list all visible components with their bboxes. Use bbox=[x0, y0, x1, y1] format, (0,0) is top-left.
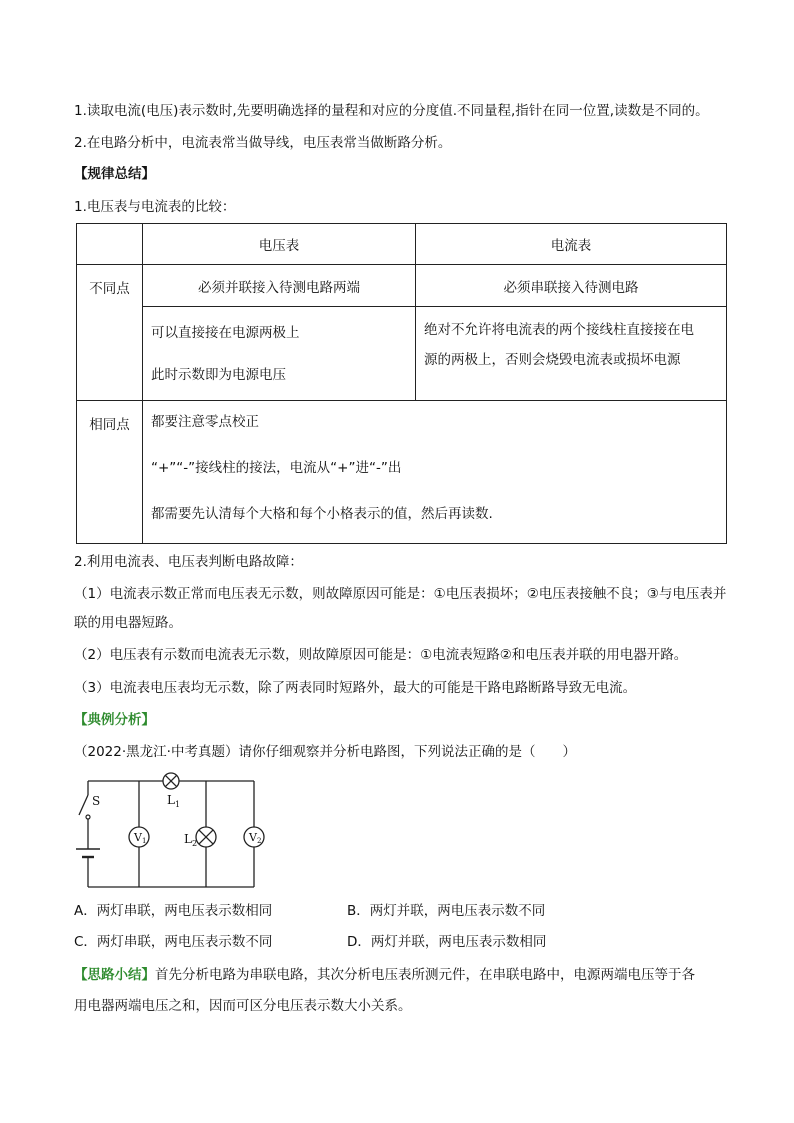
rule-heading: 【规律总结】 bbox=[74, 166, 155, 182]
table-corner bbox=[77, 224, 143, 265]
circuit-diagram bbox=[70, 765, 270, 895]
question-text: （2022·黑龙江·中考真题）请你仔细观察并分析电路图，下列说法正确的是（ ） bbox=[74, 744, 576, 760]
l1-label bbox=[167, 793, 180, 809]
l1-subscript: 1 bbox=[174, 800, 181, 809]
fault-title: 2.利用电流表、电压表判断电路故障： bbox=[74, 554, 303, 570]
note-2: 2.在电路分析中，电流表常当做导线，电压表常当做断路分析。 bbox=[74, 135, 452, 151]
example-heading: 【典例分析】 bbox=[74, 712, 155, 728]
v2-letter: V bbox=[249, 831, 257, 844]
note-1: 1.读取电流(电压)表示数时,先要明确选择的量程和对应的分度值.不同量程,指针在同一位置,读数是不同的。 bbox=[74, 103, 709, 119]
diff-voltmeter-2-line1: 可以直接接在电源两极上 bbox=[151, 324, 300, 341]
l1-letter: L bbox=[167, 793, 175, 807]
comparison-table bbox=[76, 223, 727, 544]
same-line-1: 都要注意零点校正 bbox=[151, 414, 259, 430]
table-row-same bbox=[77, 401, 727, 544]
same-label: 相同点 bbox=[77, 401, 143, 544]
diff-voltmeter-2 bbox=[143, 307, 416, 401]
diff-ammeter-2-line2: 源的两极上，否则会烧毁电流表或损坏电源 bbox=[424, 352, 681, 368]
fault-item-1-cont: 联的用电器短路。 bbox=[74, 615, 182, 631]
summary-text-1: 首先分析电路为串联电路，其次分析电压表所测元件，在串联电路中，电源两端电压等于各 bbox=[155, 967, 695, 983]
compare-title: 1.电压表与电流表的比较： bbox=[74, 199, 236, 215]
diff-ammeter-2-line1: 绝对不允许将电流表的两个接线柱直接接在电 bbox=[424, 322, 694, 338]
option-b: B．两灯并联，两电压表示数不同 bbox=[347, 903, 546, 919]
fault-item-3: （3）电流表电压表均无示数，除了两表同时短路外，最大的可能是干路电路断路导致无电流。 bbox=[74, 680, 637, 696]
l2-subscript: 2 bbox=[191, 839, 198, 848]
summary-line-2: 用电器两端电压之和，因而可区分电压表示数大小关系。 bbox=[74, 998, 412, 1014]
same-line-2: “+”“-”接线柱的接法，电流从“+”进“-”出 bbox=[151, 460, 402, 476]
header-voltmeter: 电压表 bbox=[143, 224, 416, 265]
header-ammeter: 电流表 bbox=[416, 224, 727, 265]
l2-label bbox=[184, 832, 197, 848]
diff-ammeter-2 bbox=[416, 307, 727, 401]
option-c: C．两灯串联，两电压表示数不同 bbox=[74, 934, 273, 950]
option-a: A．两灯串联，两电压表示数相同 bbox=[74, 903, 273, 919]
v2-subscript: 2 bbox=[256, 837, 262, 845]
switch-label: S bbox=[92, 794, 101, 808]
table-header-row bbox=[77, 224, 727, 265]
same-line-3: 都需要先认清每个大格和每个小格表示的值，然后再读数. bbox=[151, 506, 493, 522]
diff-voltmeter-1: 必须并联接入待测电路两端 bbox=[143, 265, 416, 307]
summary-heading: 【思路小结】 bbox=[74, 967, 155, 983]
fault-item-1: （1）电流表示数正常而电压表无示数，则故障原因可能是：①电压表损坏；②电压表接触不良；③与电压表并 bbox=[74, 586, 727, 602]
fault-item-2: （2）电压表有示数而电流表无示数，则故障原因可能是：①电流表短路②和电压表并联的用电器开路。 bbox=[74, 647, 688, 663]
summary-line-1 bbox=[74, 966, 695, 984]
l2-letter: L bbox=[184, 832, 192, 846]
diff-voltmeter-2-line2: 此时示数即为电源电压 bbox=[151, 366, 286, 383]
same-content bbox=[143, 401, 727, 544]
table-row-diff-2 bbox=[77, 307, 727, 401]
diff-label: 不同点 bbox=[77, 265, 143, 401]
table-row-diff-1 bbox=[77, 265, 727, 307]
v1-letter: V bbox=[134, 831, 142, 844]
diff-ammeter-1: 必须串联接入待测电路 bbox=[416, 265, 727, 307]
option-d: D．两灯并联，两电压表示数相同 bbox=[347, 934, 547, 950]
v1-subscript: 1 bbox=[141, 837, 147, 845]
